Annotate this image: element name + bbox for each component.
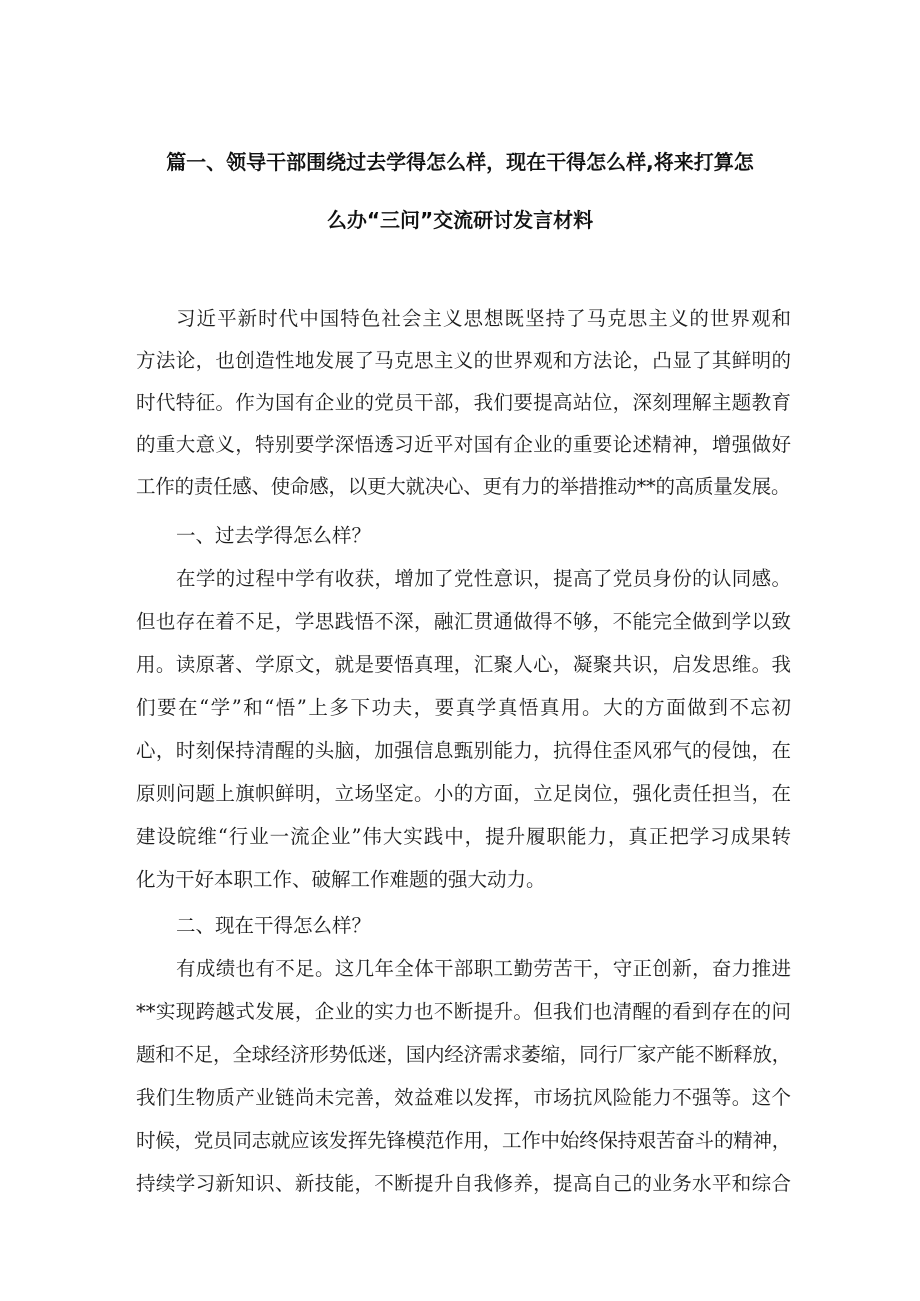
section-heading-past: 一、过去学得怎么样？ bbox=[176, 524, 372, 547]
paragraph-line: 我们生物质产业链尚未完善，效益难以发挥，市场抗风险能力不强等。这个 bbox=[136, 1086, 791, 1109]
paragraph-line: 化为干好本职工作、破解工作难题的强大动力。 bbox=[136, 868, 546, 891]
paragraph-line: 在学的过程中学有收获，增加了党性意识，提高了党员身份的认同感。 bbox=[176, 567, 791, 590]
paragraph-line: 用。读原著、学原文，就是要悟真理，汇聚人心，凝聚共识，启发思维。我 bbox=[136, 653, 791, 676]
paragraph-line: 心，时刻保持清醒的头脑，加强信息甄别能力，抗得住歪风邪气的侵蚀，在 bbox=[136, 739, 791, 762]
paragraph-line: 们要在“学”和“悟”上多下功夫，要真学真悟真用。大的方面做到不忘初 bbox=[136, 696, 791, 719]
paragraph-line: 时代特征。作为国有企业的党员干部，我们要提高站位，深刻理解主题教育 bbox=[136, 391, 791, 414]
paragraph-line: 工作的责任感、使命感，以更大就决心、更有力的举措推动**的高质量发展。 bbox=[136, 475, 791, 498]
paragraph-line: 习近平新时代中国特色社会主义思想既坚持了马克思主义的世界观和 bbox=[176, 307, 791, 330]
paragraph-line: 的重大意义，特别要学深悟透习近平对国有企业的重要论述精神，增强做好 bbox=[136, 433, 791, 456]
paragraph-line: 方法论，也创造性地发展了马克思主义的世界观和方法论，凸显了其鲜明的 bbox=[136, 349, 791, 372]
paragraph-line: 建设皖维“行业一流企业”伟大实践中，提升履职能力，真正把学习成果转 bbox=[136, 825, 791, 848]
paragraph-line: 时候，党员同志就应该发挥先锋模范作用，工作中始终保持艰苦奋斗的精神， bbox=[136, 1129, 791, 1152]
paragraph-line: 原则问题上旗帜鲜明，立场坚定。小的方面，立足岗位，强化责任担当，在 bbox=[136, 782, 791, 805]
document-title-line-1: 篇一、领导干部围绕过去学得怎么样，现在干得怎么样,将来打算怎 bbox=[166, 150, 754, 174]
section-heading-present: 二、现在干得怎么样？ bbox=[176, 914, 372, 937]
paragraph-line: **实现跨越式发展，企业的实力也不断提升。但我们也清醒的看到存在的问 bbox=[136, 1000, 791, 1023]
paragraph-line: 有成绩也有不足。这几年全体干部职工勤劳苦干，守正创新，奋力推进 bbox=[176, 957, 791, 980]
paragraph-line: 题和不足，全球经济形势低迷，国内经济需求萎缩，同行厂家产能不断释放， bbox=[136, 1043, 791, 1066]
paragraph-line: 但也存在着不足，学思践悟不深，融汇贯通做得不够，不能完全做到学以致 bbox=[136, 610, 791, 633]
document-title-line-2: 么办“三问”交流研讨发言材料 bbox=[326, 208, 594, 232]
paragraph-line: 持续学习新知识、新技能，不断提升自我修养，提高自己的业务水平和综合 bbox=[136, 1172, 791, 1195]
